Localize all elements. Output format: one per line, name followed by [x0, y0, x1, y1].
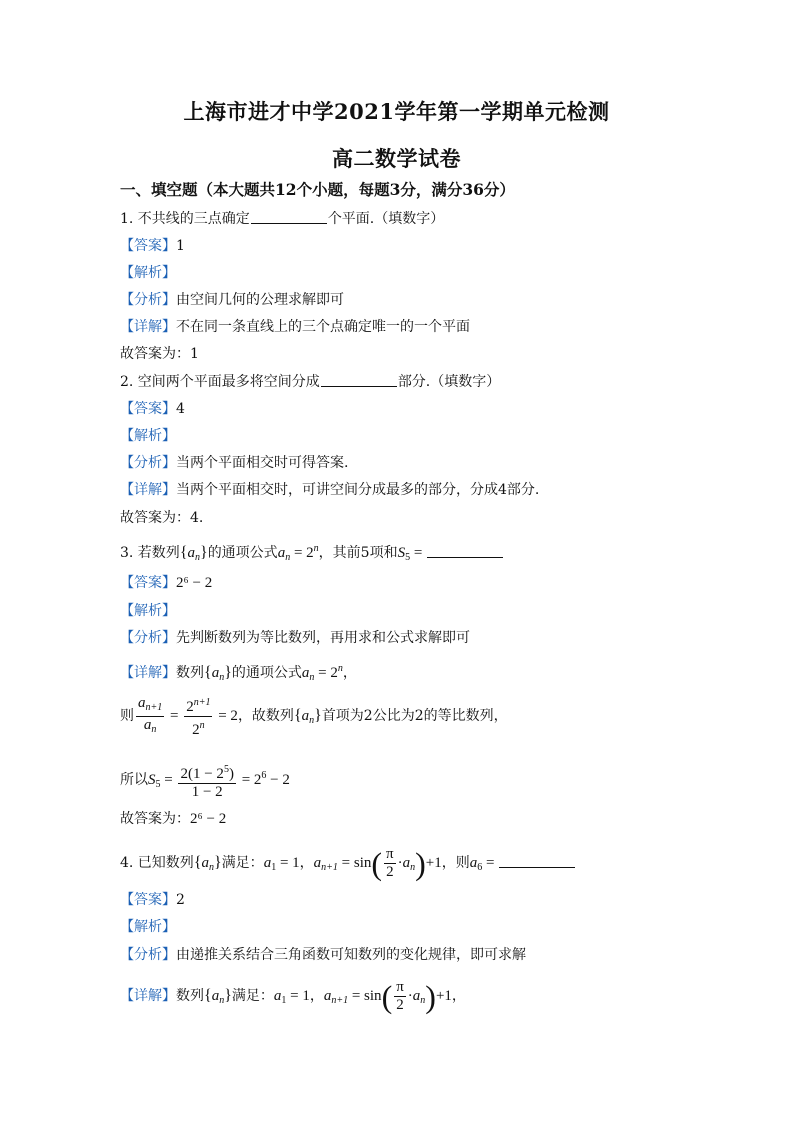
q1-detail: 【详解】不在同一条直线上的三个点确定唯一的一个平面 — [120, 319, 470, 335]
formula: $a_6$ = — [469, 855, 499, 873]
q1-analysis: 【分析】由空间几何的公理求解即可 — [120, 292, 344, 308]
formula: $\{a_n\}$ — [204, 664, 232, 683]
formula: $\{a_n\}$ — [179, 544, 208, 563]
q4-answer: 【答案】2 — [120, 892, 185, 908]
q3-answer: 【答案】2⁶ − 2 — [120, 575, 213, 591]
formula: $a_n = 2^n$ — [277, 543, 319, 563]
question-2: 2. 空间两个平面最多将空间分成 部分.（填数字） — [120, 374, 501, 390]
formula: $S_5$ = — [397, 545, 427, 563]
answer-blank — [427, 543, 503, 558]
q4-explain-tag: 【解析】 — [120, 919, 176, 935]
formula: $\{a_n\}$ — [293, 706, 322, 726]
question-4: 4. 已知数列$\{a_n\}$满足：$a_1 = 1$，$a_{n+1} = \sin$( $\frac{\pi}{2}$ $\cdot a_n)+1$，则$a_6$ = — [120, 843, 576, 888]
q3-final: 故答案为：2⁶ − 2 — [120, 811, 227, 827]
q3-detail: 【详解】数列$\{a_n\}$的通项公式$a_n = 2^n$， — [120, 663, 357, 683]
formula: $a_1 = 1$ — [273, 988, 310, 1006]
formula: $a_1 = 1$ — [263, 855, 300, 873]
formula: $a_n = 2^n$ — [301, 663, 343, 683]
q3-sum: 所以$S_5$ = $\frac{2(1 - 2^5)}{1 - 2}$ = $2^6 - 2$ — [120, 756, 290, 805]
formula: $\frac{a_{n+1}}{a_n}$ = $\frac{2^{n+1}}{2^n}$ = 2 — [138, 695, 238, 738]
formula: $S_5$ = $\frac{2(1 - 2^5)}{1 - 2}$ = $2^6 - 2$ — [148, 772, 290, 788]
formula: $\{a_n\}$ — [204, 987, 232, 1006]
section-heading: 一、填空题（本大题共12个小题，每题3分，满分36分） — [120, 180, 515, 199]
question-3: 3. 若数列$\{a_n\}$的通项公式$a_n = 2^n$，其前5项和$S_5$ = — [120, 539, 504, 568]
q2-explain-tag: 【解析】 — [120, 428, 176, 444]
q2-detail: 【详解】当两个平面相交时，可讲空间分成最多的部分，分成4部分. — [120, 482, 540, 498]
answer-blank — [251, 209, 327, 224]
q4-detail: 【详解】数列$\{a_n\}$满足：$a_1 = 1$，$a_{n+1} = \sin$( $\frac{\pi}{2}$ $\cdot a_n)+1$， — [120, 978, 466, 1015]
q3-ratio: 则 $\frac{a_{n+1}}{a_n}$ = $\frac{2^{n+1}}{2^n}$ = 2，故数列$\{a_n\}$首项为2公比为2的等比数列， — [120, 695, 508, 738]
q2-answer: 【答案】4 — [120, 401, 185, 417]
formula: $\{a_n\}$ — [193, 854, 222, 873]
formula: $a_{n+1} = \sin$( $\frac{\pi}{2}$ $\cdot a_n)+1$ — [323, 978, 452, 1015]
exam-title: 上海市进才中学2021学年第一学期单元检测 — [183, 99, 610, 124]
answer-blank — [499, 853, 575, 868]
q3-analysis: 【分析】先判断数列为等比数列，再用求和公式求解即可 — [120, 630, 470, 646]
formula: $a_{n+1} = \sin$( $\frac{\pi}{2}$ $\cdot a_n)+1$ — [313, 845, 442, 882]
q4-analysis: 【分析】由递推关系结合三角函数可知数列的变化规律，即可求解 — [120, 947, 526, 963]
answer-blank — [321, 372, 397, 387]
q3-explain-tag: 【解析】 — [120, 603, 176, 619]
q2-analysis: 【分析】当两个平面相交时可得答案. — [120, 455, 349, 471]
exam-subtitle: 高二数学试卷 — [332, 146, 461, 171]
q1-explain-tag: 【解析】 — [120, 265, 176, 281]
question-1: 1. 不共线的三点确定 个平面.（填数字） — [120, 211, 445, 227]
q1-final: 故答案为：1 — [120, 346, 199, 362]
q1-answer: 【答案】1 — [120, 238, 185, 254]
q2-final: 故答案为：4. — [120, 510, 204, 526]
